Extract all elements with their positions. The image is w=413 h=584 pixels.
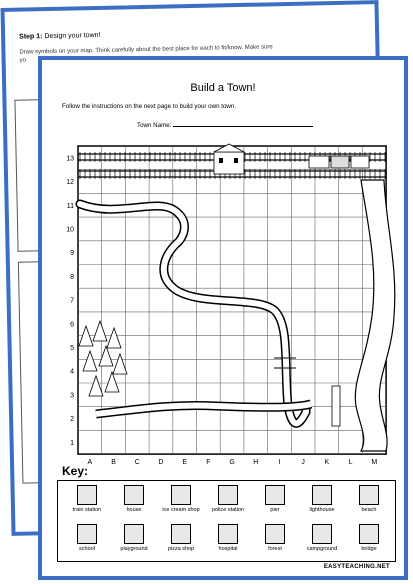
row-label: 10	[66, 226, 74, 234]
column-label: F	[206, 459, 211, 467]
column-labels	[88, 459, 378, 466]
key-item-label: bridge	[361, 546, 377, 552]
tree-icon	[107, 328, 121, 348]
map-key-box	[57, 480, 396, 562]
row-label: 11	[66, 202, 74, 210]
key-item-label: ice cream shop	[162, 507, 200, 513]
tree-icon	[113, 354, 127, 374]
instructions-text: Follow the instructions on the next page to build your own town.	[62, 103, 237, 110]
playground-icon	[124, 524, 144, 544]
key-item-forest	[250, 524, 300, 552]
key-item-house	[109, 485, 159, 513]
row-label: 2	[70, 416, 74, 424]
pier-drawing	[332, 386, 340, 426]
step-number: Step 1:	[19, 33, 43, 41]
key-item-label: house	[126, 507, 142, 513]
key-item-playground	[109, 524, 159, 552]
train-station-drawing	[214, 144, 244, 174]
key-item-label: train station	[72, 507, 102, 513]
column-label: I	[278, 459, 281, 467]
school-icon	[77, 524, 97, 544]
row-label: 6	[70, 321, 74, 329]
back-instruction-2: yo	[19, 57, 27, 64]
key-item-label: school	[79, 546, 95, 552]
column-label: B	[111, 459, 116, 467]
ice-cream-shop-icon	[171, 485, 191, 505]
key-item-label: lighthouse	[309, 507, 335, 513]
row-label: 12	[66, 179, 74, 187]
row-label: 3	[70, 392, 74, 400]
key-item-label: pier	[270, 507, 280, 513]
column-label: A	[87, 459, 93, 467]
campground-icon	[312, 524, 332, 544]
tree-icon	[99, 346, 113, 366]
town-map-grid	[56, 146, 396, 467]
bridge-icon	[359, 524, 379, 544]
tree-icon	[105, 372, 119, 392]
key-item-beach	[344, 485, 394, 513]
hospital-icon	[218, 524, 238, 544]
river	[355, 180, 395, 451]
key-item-label: pizza shop	[167, 546, 195, 552]
front-worksheet-page	[38, 56, 408, 580]
key-item-train-station	[62, 485, 112, 513]
key-item-school	[62, 524, 112, 552]
page-title: Build a Town!	[190, 82, 256, 94]
forest-icon	[265, 524, 285, 544]
column-label: C	[134, 459, 140, 467]
forest-drawing	[79, 321, 127, 396]
row-labels	[66, 155, 74, 446]
row-label: 5	[70, 344, 74, 352]
key-item-label: hospital	[218, 546, 238, 552]
key-item-lighthouse	[297, 485, 347, 513]
column-label: L	[348, 459, 353, 467]
house-icon	[124, 485, 144, 505]
pizza-shop-icon	[171, 524, 191, 544]
step-heading	[19, 32, 100, 41]
police-station-icon	[218, 485, 238, 505]
tree-icon	[93, 321, 107, 341]
beach-icon	[359, 485, 379, 505]
key-item-label: beach	[361, 507, 377, 513]
key-item-ice-cream-shop	[156, 485, 206, 513]
key-item-label: police station	[211, 507, 245, 513]
column-label: J	[301, 459, 305, 467]
key-item-label: playground	[120, 546, 148, 552]
town-name-blank-line[interactable]	[173, 126, 313, 127]
row-label: 9	[70, 250, 74, 258]
train-station-icon	[77, 485, 97, 505]
key-item-pizza-shop	[156, 524, 206, 552]
column-label: D	[158, 459, 164, 467]
town-name-label: Town Name:	[137, 122, 172, 129]
key-item-label: campground	[306, 546, 338, 552]
key-item-bridge	[344, 524, 394, 552]
step-text: Design your town!	[44, 31, 101, 41]
key-label: Key:	[62, 464, 89, 478]
pier-icon	[265, 485, 285, 505]
key-item-hospital	[203, 524, 253, 552]
footer-brand: EASYTEACHING.NET	[323, 564, 390, 570]
row-label: 1	[70, 439, 74, 447]
key-item-label: forest	[268, 546, 282, 552]
key-item-police-station	[203, 485, 253, 513]
row-label: 8	[70, 273, 74, 281]
column-label: M	[371, 459, 378, 467]
tree-icon	[79, 326, 93, 346]
column-label: G	[229, 459, 235, 467]
key-item-pier	[250, 485, 300, 513]
back-instruction: Draw symbols on your map. Think carefully about the best place for each to fit/know. Make sure	[19, 44, 273, 56]
tree-icon	[83, 351, 97, 371]
row-label: 13	[66, 155, 74, 163]
column-label: E	[182, 459, 187, 467]
lighthouse-icon	[312, 485, 332, 505]
column-label: K	[324, 459, 330, 467]
town-name-field	[137, 122, 313, 129]
row-label: 7	[70, 297, 74, 305]
column-label: H	[253, 459, 259, 467]
key-item-campground	[297, 524, 347, 552]
row-label: 4	[70, 368, 74, 376]
tree-icon	[89, 376, 103, 396]
train-drawing	[309, 156, 369, 168]
